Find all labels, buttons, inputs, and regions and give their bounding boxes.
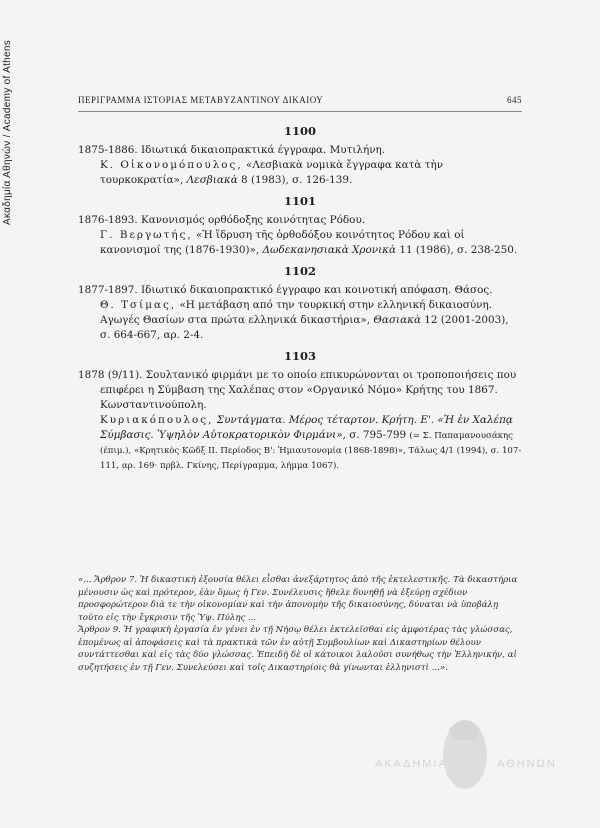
- entry-number: 1103: [283, 349, 316, 363]
- reference-pages: 12 (2001-2003), σ. 664-667, αρ. 2-4.: [100, 314, 509, 341]
- watermark-right-text: ΑΘΗΝΩΝ: [497, 758, 557, 770]
- entry-number: 1102: [283, 264, 316, 278]
- entry-description: 1876-1893. Κανονισμός ορθόδοξης κοινότητας Ρόδου.: [78, 214, 366, 226]
- reference-journal: Λεσβιακὰ: [186, 174, 238, 186]
- reference-journal: Θασιακὰ: [373, 314, 421, 326]
- entry-description: 1878 (9/11). Σουλτανικό φιρμάνι με το οποίο επικυρώνονται οι τροποποιήσεις που επιφέρει η Σύμβαση της Χαλέπας στον «Οργανικό Νόμο» Κρήτης του 1867. Κωνσταντινούπολη.: [78, 369, 517, 411]
- entry-1102: [78, 264, 522, 343]
- reference-title: «Ἡ ἵδρυση τῆς ὀρθοδόξου κοινότητος Ρόδου καὶ οἱ κανονισμοί της (1876-1930)»,: [100, 229, 465, 256]
- running-header: [78, 95, 522, 112]
- reference-author: Κυριακόπουλος,: [100, 414, 214, 426]
- athena-head-icon: [435, 710, 495, 800]
- entry-1101: [78, 194, 522, 258]
- reference-title: «Λεσβιακὰ νομικὰ ἔγγραφα κατὰ τὴν τουρκοκρατία»,: [100, 159, 444, 186]
- page-content: [78, 118, 522, 473]
- watermark-left-text: ΑΚΑΔΗΜΙΑ: [375, 758, 448, 770]
- entry-reference: [78, 228, 522, 258]
- archive-side-mark: Ακαδημία Αθηνών / Academy of Athens: [2, 40, 13, 226]
- entry-1103: [78, 349, 522, 473]
- reference-author: Κ. Οἰκονομόπουλος,: [100, 159, 243, 171]
- reference-note: (= Σ. Παπαμανουσάκης (έπιμ.), «Κρητικὸς Κῶδξ ΙΙ. Περίοδος Β': Ἡμιαυτονομία (1868-1898)», Τάλως 4/1 (1994), σ. 107-111, αρ. 169· πρβλ. Γκίνης, Περίγραμμα, λήμμα 1067).: [100, 431, 522, 471]
- reference-journal: Δωδεκανησιακὰ Χρονικὰ: [262, 244, 397, 256]
- quote-article-7: «... Ἄρθρον 7. Ἡ δικαστικὴ ἐξουσία θέλει εἶσθαι ἀνεξάρτητος ἀπὸ τῆς ἐκτελεστικῆς. Τὰ δικαστήρια μένουσιν ὡς καὶ πρότερον, ἐὰν ὅμως ἡ Γεν. Συνέλευσις ἤθελε δυνηθῇ νὰ ἐξεύρῃ σχέδιον προσφορώτερον διὰ τε τὴν οἰκονομίαν καὶ τὴν ἀπονομὴν τῆς δικαιοσύνης, δύναται νὰ ὑποβάλῃ τοῦτο εἰς τὴν ἔγκρισιν τῆς Ὑψ. Πύλης ...: [78, 575, 518, 623]
- reference-title: «Η μετάβαση από την τουρκική στην ελληνική δικαιοσύνη. Αγωγές Θασίων στα πρώτα ελληνικά δικαστήρια»,: [100, 299, 493, 326]
- quote-article-9: Ἄρθρον 9. Ἡ γραφικὴ ἐργασία ἐν γένει ἐν τῇ Νήσῳ θέλει ἐκτελεῖσθαι εἰς ἀμφοτέρας τὰς γλώσσας, ἑπομένως αἱ ἀποφάσεις καὶ τὰ πρακτικὰ τῶν ἐν αὐτῇ Συμβουλίων καὶ Δικαστηρίων θέλουν συντάττεσθαι καὶ εἰς τὰς δύο γλώσσας. Ἐπειδὴ δὲ οἱ κάτοικοι λαλοῦσι συνήθως τὴν Ἑλληνικήν, αἱ συζητήσεις ἐν τῇ Γεν. Συνελεύσει καὶ τοῖς Δικαστηρίοις θὰ γίνωνται ἑλληνιστὶ ...».: [78, 625, 517, 673]
- academy-watermark: [365, 710, 555, 800]
- header-title: ΠΕΡΙΓΡΑΜΜΑ ΙΣΤΟΡΙΑΣ ΜΕΤΑΒΥΖΑΝΤΙΝΟΥ ΔΙΚΑΙΟΥ: [78, 95, 324, 105]
- entry-1100: [78, 124, 522, 188]
- entry-reference: [78, 413, 522, 473]
- reference-pages: 11 (1986), σ. 238-250.: [399, 244, 518, 256]
- page-number: 645: [507, 95, 522, 105]
- reference-title: Συντάγματα. Μέρος τέταρτον. Κρήτη. Ε'. «Ἡ ἐν Χαλέπᾳ Σύμβασις. Ὑψηλὸν Αὐτοκρατορικὸν Φιρμάνι»,: [100, 414, 513, 441]
- reference-author: Θ. Τσίμας,: [100, 299, 177, 311]
- reference-pages: 8 (1983), σ. 126-139.: [241, 174, 353, 186]
- entry-reference: [78, 158, 522, 188]
- entry-description: 1875-1886. Ιδιωτικά δικαιοπρακτικά έγγραφα. Μυτιλήνη.: [78, 144, 386, 156]
- reference-author: Γ. Βεργωτής,: [100, 229, 193, 241]
- entry-number: 1100: [283, 124, 316, 138]
- entry-number: 1101: [283, 194, 316, 208]
- quoted-articles: [78, 574, 522, 674]
- entry-description: 1877-1897. Ιδιωτικό δικαιοπρακτικό έγγραφο και κοινοτική απόφαση. Θάσος.: [78, 284, 493, 296]
- entry-reference: [78, 298, 522, 343]
- reference-pages: σ. 795-799: [349, 429, 407, 441]
